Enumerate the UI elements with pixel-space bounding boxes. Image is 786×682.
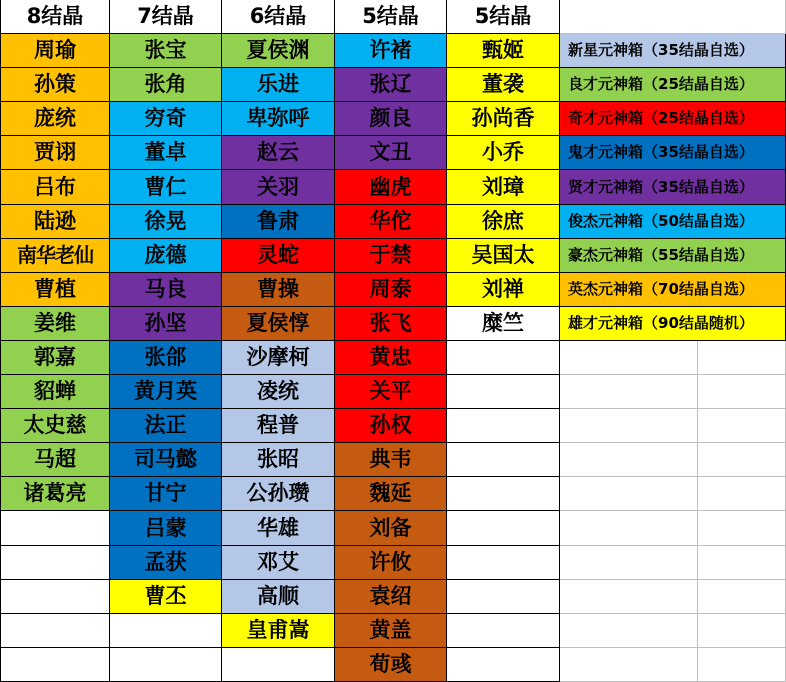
empty-cell[interactable] [0,546,110,580]
column-header[interactable]: 8结晶 [0,0,110,34]
character-cell[interactable]: 华佗 [335,205,447,239]
empty-cell[interactable] [0,614,110,648]
character-cell[interactable]: 曹植 [0,273,110,307]
empty-cell[interactable] [0,511,110,545]
character-cell[interactable]: 邓艾 [222,546,335,580]
empty-cell[interactable] [560,341,698,375]
character-cell[interactable]: 张宝 [110,34,222,68]
character-cell[interactable]: 甄姬 [447,34,560,68]
column-header[interactable]: 5结晶 [447,0,560,34]
character-cell[interactable]: 糜竺 [447,307,560,341]
empty-cell[interactable] [560,477,698,511]
character-cell[interactable]: 甘宁 [110,477,222,511]
character-cell[interactable]: 陆逊 [0,205,110,239]
empty-cell[interactable] [698,511,786,545]
character-cell[interactable]: 夏侯惇 [222,307,335,341]
character-cell[interactable]: 许褚 [335,34,447,68]
character-cell[interactable]: 吕布 [0,170,110,204]
character-cell[interactable]: 程普 [222,409,335,443]
empty-cell[interactable] [447,443,560,477]
character-cell[interactable]: 魏延 [335,477,447,511]
character-cell[interactable]: 许攸 [335,546,447,580]
character-cell[interactable]: 郭嘉 [0,341,110,375]
character-cell[interactable]: 马超 [0,443,110,477]
character-cell[interactable]: 刘备 [335,511,447,545]
character-cell[interactable]: 貂蝉 [0,375,110,409]
empty-cell[interactable] [698,341,786,375]
character-cell[interactable]: 孙坚 [110,307,222,341]
character-cell[interactable]: 董卓 [110,136,222,170]
legend-item[interactable]: 鬼才元神箱（35结晶自选） [560,136,786,170]
character-cell[interactable]: 张昭 [222,443,335,477]
character-cell[interactable]: 皇甫嵩 [222,614,335,648]
legend-item[interactable]: 贤才元神箱（35结晶自选） [560,170,786,204]
character-cell[interactable]: 荀彧 [335,648,447,682]
empty-cell[interactable] [560,511,698,545]
empty-cell[interactable] [447,614,560,648]
empty-cell[interactable] [560,409,698,443]
character-cell[interactable]: 马良 [110,273,222,307]
character-cell[interactable]: 庞德 [110,239,222,273]
character-cell[interactable]: 太史慈 [0,409,110,443]
character-cell[interactable]: 曹仁 [110,170,222,204]
empty-cell[interactable] [447,511,560,545]
empty-cell[interactable] [698,443,786,477]
character-cell[interactable]: 卑弥呼 [222,102,335,136]
legend-item[interactable]: 英杰元神箱（70结晶自选） [560,273,786,307]
character-cell[interactable]: 赵云 [222,136,335,170]
empty-cell[interactable] [447,546,560,580]
empty-cell[interactable] [560,375,698,409]
character-cell[interactable]: 关平 [335,375,447,409]
character-cell[interactable]: 沙摩柯 [222,341,335,375]
character-cell[interactable]: 南华老仙 [0,239,110,273]
character-cell[interactable]: 曹丕 [110,580,222,614]
character-cell[interactable]: 张郃 [110,341,222,375]
character-cell[interactable]: 夏侯渊 [222,34,335,68]
character-cell[interactable]: 张辽 [335,68,447,102]
character-cell[interactable]: 典韦 [335,443,447,477]
character-cell[interactable]: 公孙瓒 [222,477,335,511]
character-cell[interactable]: 法正 [110,409,222,443]
character-cell[interactable]: 于禁 [335,239,447,273]
legend-item[interactable]: 雄才元神箱（90结晶随机） [560,307,786,341]
character-cell[interactable]: 文丑 [335,136,447,170]
character-cell[interactable]: 张飞 [335,307,447,341]
empty-cell[interactable] [698,648,786,682]
character-cell[interactable]: 刘禅 [447,273,560,307]
character-cell[interactable]: 鲁肃 [222,205,335,239]
character-cell[interactable]: 华雄 [222,511,335,545]
character-cell[interactable]: 幽虎 [335,170,447,204]
empty-cell[interactable] [560,614,698,648]
character-cell[interactable]: 吕蒙 [110,511,222,545]
character-cell[interactable]: 张角 [110,68,222,102]
character-cell[interactable]: 诸葛亮 [0,477,110,511]
empty-cell[interactable] [447,477,560,511]
character-cell[interactable]: 吴国太 [447,239,560,273]
character-cell[interactable]: 黄忠 [335,341,447,375]
character-cell[interactable]: 贾诩 [0,136,110,170]
character-cell[interactable]: 关羽 [222,170,335,204]
empty-cell[interactable] [560,580,698,614]
empty-cell[interactable] [698,409,786,443]
legend-item[interactable]: 俊杰元神箱（50结晶自选） [560,205,786,239]
character-cell[interactable]: 袁绍 [335,580,447,614]
empty-cell[interactable] [698,546,786,580]
empty-cell[interactable] [698,614,786,648]
empty-cell[interactable] [560,648,698,682]
column-header[interactable]: 5结晶 [335,0,447,34]
empty-cell[interactable] [0,648,110,682]
character-cell[interactable]: 孙策 [0,68,110,102]
legend-item[interactable]: 新星元神箱（35结晶自选） [560,34,786,68]
character-cell[interactable]: 司马懿 [110,443,222,477]
legend-item[interactable]: 良才元神箱（25结晶自选） [560,68,786,102]
character-cell[interactable]: 凌统 [222,375,335,409]
character-cell[interactable]: 徐晃 [110,205,222,239]
empty-cell[interactable] [110,614,222,648]
character-cell[interactable]: 穷奇 [110,102,222,136]
character-cell[interactable]: 徐庶 [447,205,560,239]
character-cell[interactable]: 高顺 [222,580,335,614]
character-cell[interactable]: 孟获 [110,546,222,580]
empty-cell[interactable] [698,375,786,409]
character-cell[interactable]: 姜维 [0,307,110,341]
empty-cell[interactable] [0,580,110,614]
empty-cell[interactable] [447,375,560,409]
character-cell[interactable]: 刘璋 [447,170,560,204]
legend-item[interactable]: 奇才元神箱（25结晶自选） [560,102,786,136]
character-cell[interactable]: 黄盖 [335,614,447,648]
empty-cell[interactable] [560,443,698,477]
character-cell[interactable]: 曹操 [222,273,335,307]
character-cell[interactable]: 庞统 [0,102,110,136]
character-cell[interactable]: 孙权 [335,409,447,443]
empty-cell[interactable] [447,648,560,682]
legend-item[interactable]: 豪杰元神箱（55结晶自选） [560,239,786,273]
column-header[interactable]: 7结晶 [110,0,222,34]
empty-cell[interactable] [698,580,786,614]
empty-cell[interactable] [222,648,335,682]
character-cell[interactable]: 董袭 [447,68,560,102]
character-cell[interactable]: 黄月英 [110,375,222,409]
empty-cell[interactable] [447,580,560,614]
legend-header-cell[interactable] [560,0,786,34]
character-cell[interactable]: 小乔 [447,136,560,170]
empty-cell[interactable] [447,341,560,375]
empty-cell[interactable] [698,477,786,511]
empty-cell[interactable] [560,546,698,580]
character-cell[interactable]: 乐进 [222,68,335,102]
character-cell[interactable]: 颜良 [335,102,447,136]
empty-cell[interactable] [110,648,222,682]
character-cell[interactable]: 周泰 [335,273,447,307]
column-header[interactable]: 6结晶 [222,0,335,34]
empty-cell[interactable] [447,409,560,443]
character-cell[interactable]: 灵蛇 [222,239,335,273]
character-cell[interactable]: 孙尚香 [447,102,560,136]
character-cell[interactable]: 周瑜 [0,34,110,68]
